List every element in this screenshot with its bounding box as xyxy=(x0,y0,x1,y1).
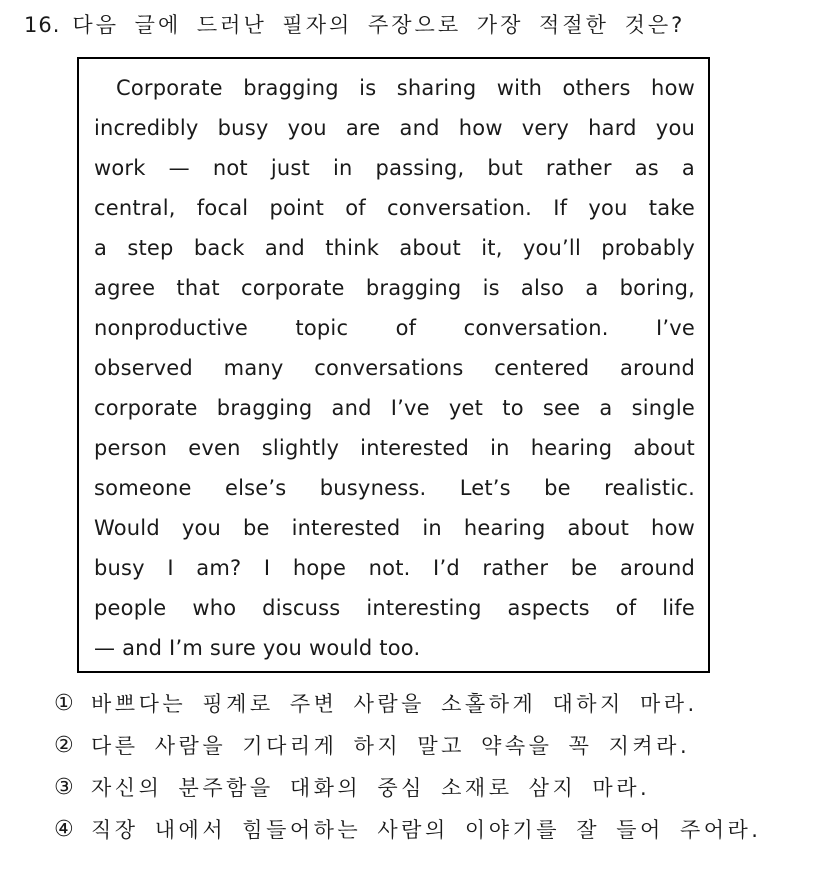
question-text: 다음 글에 드러난 필자의 주장으로 가장 적절한 것은? xyxy=(72,13,686,37)
passage-line: observed many conversations centered around xyxy=(94,356,695,380)
passage-line: corporate bragging and I’ve yet to see a single xyxy=(94,396,695,420)
answer-choice-4 xyxy=(54,810,772,850)
question-header xyxy=(24,10,685,40)
passage-line: people who discuss interesting aspects of life xyxy=(94,596,695,620)
passage-line: work — not just in passing, but rather as a xyxy=(94,156,695,180)
answer-choice-1 xyxy=(54,684,772,724)
answer-choice-3 xyxy=(54,768,772,808)
passage-line: Corporate bragging is sharing with others how xyxy=(116,76,695,100)
passage-line: a step back and think about it, you’ll probably xyxy=(94,236,695,260)
passage-line: central, focal point of conversation. If you take xyxy=(94,196,695,220)
passage-line: — and I’m sure you would too. xyxy=(94,636,421,660)
passage-line: person even slightly interested in hearing about xyxy=(94,436,695,460)
choice-number-icon: ③ xyxy=(54,775,74,800)
choice-number-icon: ② xyxy=(54,733,74,758)
answer-choices xyxy=(54,684,772,852)
passage-line: Would you be interested in hearing about how xyxy=(94,516,695,540)
passage-line: someone else’s busyness. Let’s be realistic. xyxy=(94,476,695,500)
passage-line: busy I am? I hope not. I’d rather be around xyxy=(94,556,695,580)
choice-number-icon: ④ xyxy=(54,817,74,842)
question-number: 16. xyxy=(24,13,61,37)
choice-text: 직장 내에서 힘들어하는 사람의 이야기를 잘 들어 주어라. xyxy=(91,818,762,842)
passage-box xyxy=(77,57,710,673)
choice-text: 다른 사람을 기다리게 하지 말고 약속을 꼭 지켜라. xyxy=(91,734,691,758)
choice-text: 바쁘다는 핑계로 주변 사람을 소홀하게 대하지 마라. xyxy=(91,692,698,716)
passage-line: agree that corporate bragging is also a boring, xyxy=(94,276,695,300)
passage-line: incredibly busy you are and how very hard you xyxy=(94,116,695,140)
passage-line: nonproductive topic of conversation. I’ve xyxy=(94,316,695,340)
choice-number-icon: ① xyxy=(54,691,74,716)
choice-text: 자신의 분주함을 대화의 중심 소재로 삼지 마라. xyxy=(91,776,651,800)
answer-choice-2 xyxy=(54,726,772,766)
